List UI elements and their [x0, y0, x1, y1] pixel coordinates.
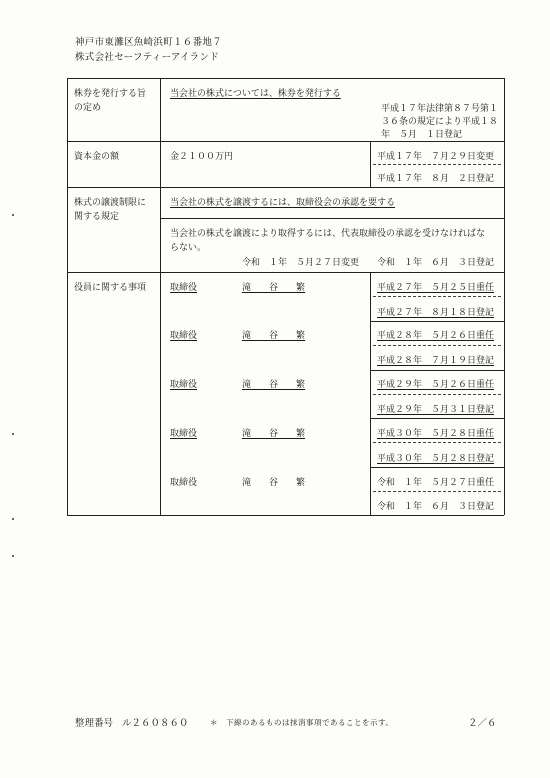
officer-role: 取締役 [170, 429, 198, 439]
officer-role: 取締役 [170, 283, 198, 293]
transfer-old-text: 当会社の株式を譲渡するには、取締役会の承認を要する [170, 198, 396, 208]
transfer-new-line1: 当会社の株式を譲渡により取得するには、代表取締役の承認を受けなければな [170, 229, 486, 239]
transfer-register-date: 令和 １年 ６月 ３日登記 [377, 258, 495, 268]
officer-role: 取締役 [170, 380, 198, 390]
company-name: 株式会社セーフティーアイランド [75, 52, 220, 63]
officer-name: 滝 谷 繁 [242, 478, 306, 488]
shares-note-line3: 年 ５月 １日登記 [381, 130, 463, 140]
shares-label-line1: 株券を発行する旨 [74, 89, 147, 99]
officer-date-registered: 平成２９年 ５月３１日登記 [377, 405, 495, 415]
officer-date-registered: 令和 １年 ６月 ３日登記 [377, 502, 495, 512]
officer-role: 取締役 [170, 478, 198, 488]
officer-date-registered: 平成２７年 ８月１８日登記 [377, 308, 495, 318]
footer-note: ＊ 下線のあるものは抹消事項であることを示す。 [210, 718, 394, 727]
officer-date-reappointed: 平成２７年 ５月２５日重任 [377, 283, 495, 293]
officer-date-reappointed: 令和 １年 ５月２７日重任 [377, 478, 495, 488]
reference-label: 整理番号 [75, 718, 114, 729]
officer-role: 取締役 [170, 331, 198, 341]
shares-note-line2: ３６条の規定により平成１８ [381, 117, 499, 127]
shares-label-line2: の定め [74, 103, 102, 113]
margin-mark [12, 555, 14, 557]
officer-name: 滝 谷 繁 [242, 283, 306, 293]
reference-number: ル２６０８６０ [122, 718, 189, 729]
capital-register-date: 平成１７年 ８月 ２日登記 [377, 174, 495, 184]
margin-mark [12, 518, 14, 520]
transfer-label-line2: 関する規定 [74, 212, 120, 222]
margin-mark [12, 214, 14, 216]
capital-value: 金２１００万円 [170, 152, 234, 162]
officer-name: 滝 谷 繁 [242, 331, 306, 341]
shares-content: 当会社の株式については、株券を発行する [170, 89, 341, 99]
shares-note-line1: 平成１７年法律第８７号第１ [381, 104, 499, 114]
officer-date-reappointed: 平成３０年 ５月２８日重任 [377, 429, 495, 439]
officer-date-registered: 平成２８年 ７月１９日登記 [377, 356, 495, 366]
officer-date-registered: 平成３０年 ５月２８日登記 [377, 454, 495, 464]
capital-change-date: 平成１７年 ７月２９日変更 [377, 152, 495, 162]
transfer-new-line2: らない。 [170, 243, 207, 253]
officer-date-reappointed: 平成２８年 ５月２６日重任 [377, 331, 495, 341]
officers-label: 役員に関する事項 [74, 283, 147, 293]
officer-name: 滝 谷 繁 [242, 429, 306, 439]
page-number: ２／６ [468, 718, 497, 729]
margin-mark [12, 433, 14, 435]
address: 神戸市東灘区魚崎浜町１６番地７ [75, 37, 223, 48]
transfer-label-line1: 株式の譲渡制限に [74, 198, 147, 208]
transfer-change-date: 令和 １年 ５月２７日変更 [242, 258, 360, 268]
capital-label: 資本金の額 [74, 152, 120, 162]
officer-name: 滝 谷 繁 [242, 380, 306, 390]
officer-date-reappointed: 平成２９年 ５月２６日重任 [377, 380, 495, 390]
